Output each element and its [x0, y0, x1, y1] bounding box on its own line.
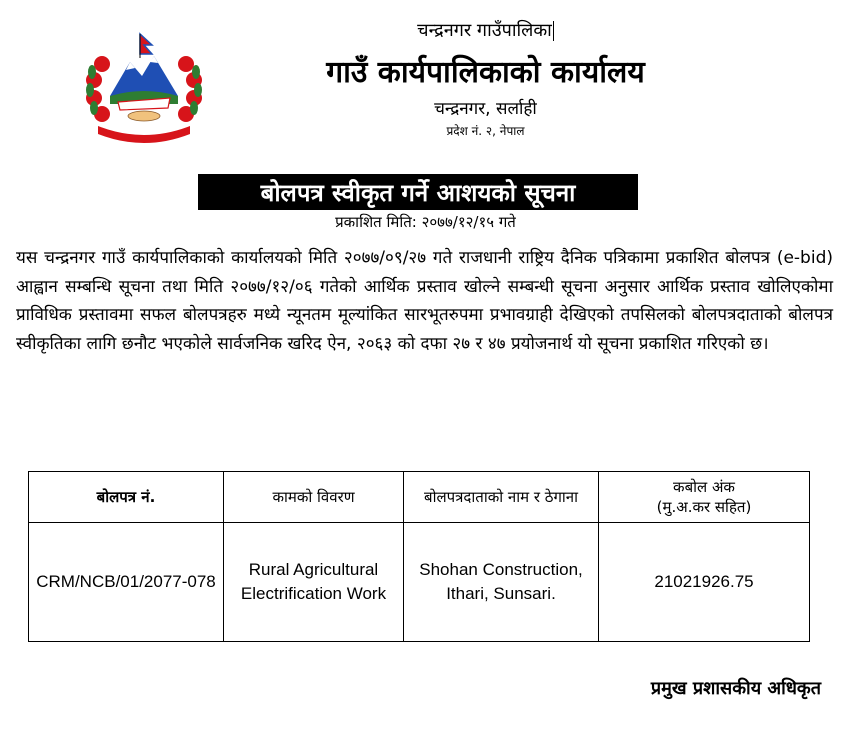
notice-title: बोलपत्र स्वीकृत गर्ने आशयको सूचना [198, 174, 638, 210]
col-header-amount-label: कबोल अंक [673, 478, 735, 496]
publication-date: प्रकाशित मिति: २०७७/१२/१५ गते [335, 213, 516, 231]
col-header-amount [599, 472, 810, 523]
notice-body: यस चन्द्रनगर गाउँ कार्यपालिकाको कार्यालयको मिति २०७७/०९/२७ गते राजधानी राष्ट्रिय दैनिक पत्रिकामा प्रकाशित बोलपत्र (e-bid) आह्वान सम्बन्धि सूचना तथा मिति २०७७/१२/०६ गतेको आर्थिक प्रस्ताव खोल्ने सम्बन्धी सूचना अनुसार आर्थिक प्रस्ताव खोलिएकोमा प्राविधिक प्रस्तावमा सफल बोलपत्रहरु मध्ये न्यूनतम मूल्यांकित सारभूतरुपमा प्रभावग्राही देखिएको तपसिलको बोलपत्रदाताको बोलपत्र स्वीकृतिका लागि छनौट भएकोले सार्वजनिक खरिद ऐन, २०६३ को दफा २७ र ४७ प्रयोजनार्थ यो सूचना प्रकाशित गरिएको छ। [16, 248, 833, 354]
cell-description: Rural Agricultural Electrification Work [224, 523, 404, 642]
cell-bidder: Shohan Construction, Ithari, Sunsari. [404, 523, 599, 642]
cell-amount: 21021926.75 [599, 523, 810, 642]
text-cursor [553, 21, 554, 41]
cell-bid-no: CRM/NCB/01/2077-078 [29, 523, 224, 642]
signatory-title: प्रमुख प्रशासकीय अधिकृत [650, 678, 821, 699]
table-header-row [29, 472, 810, 523]
col-header-description: कामको विवरण [224, 472, 404, 523]
office-province: प्रदेश नं. २, नेपाल [446, 124, 525, 138]
office-location: चन्द्रनगर, सर्लाही [434, 99, 537, 119]
bid-table [28, 471, 810, 642]
col-header-bid-no: बोलपत्र नं. [29, 472, 224, 523]
col-header-bidder: बोलपत्रदाताको नाम र ठेगाना [404, 472, 599, 523]
table-row [29, 523, 810, 642]
col-header-amount-note: (मु.अ.कर सहित) [656, 498, 752, 516]
municipality-name: चन्द्रनगर गाउँपालिका [417, 20, 552, 41]
office-title: गाउँ कार्यपालिकाको कार्यालय [326, 55, 645, 90]
